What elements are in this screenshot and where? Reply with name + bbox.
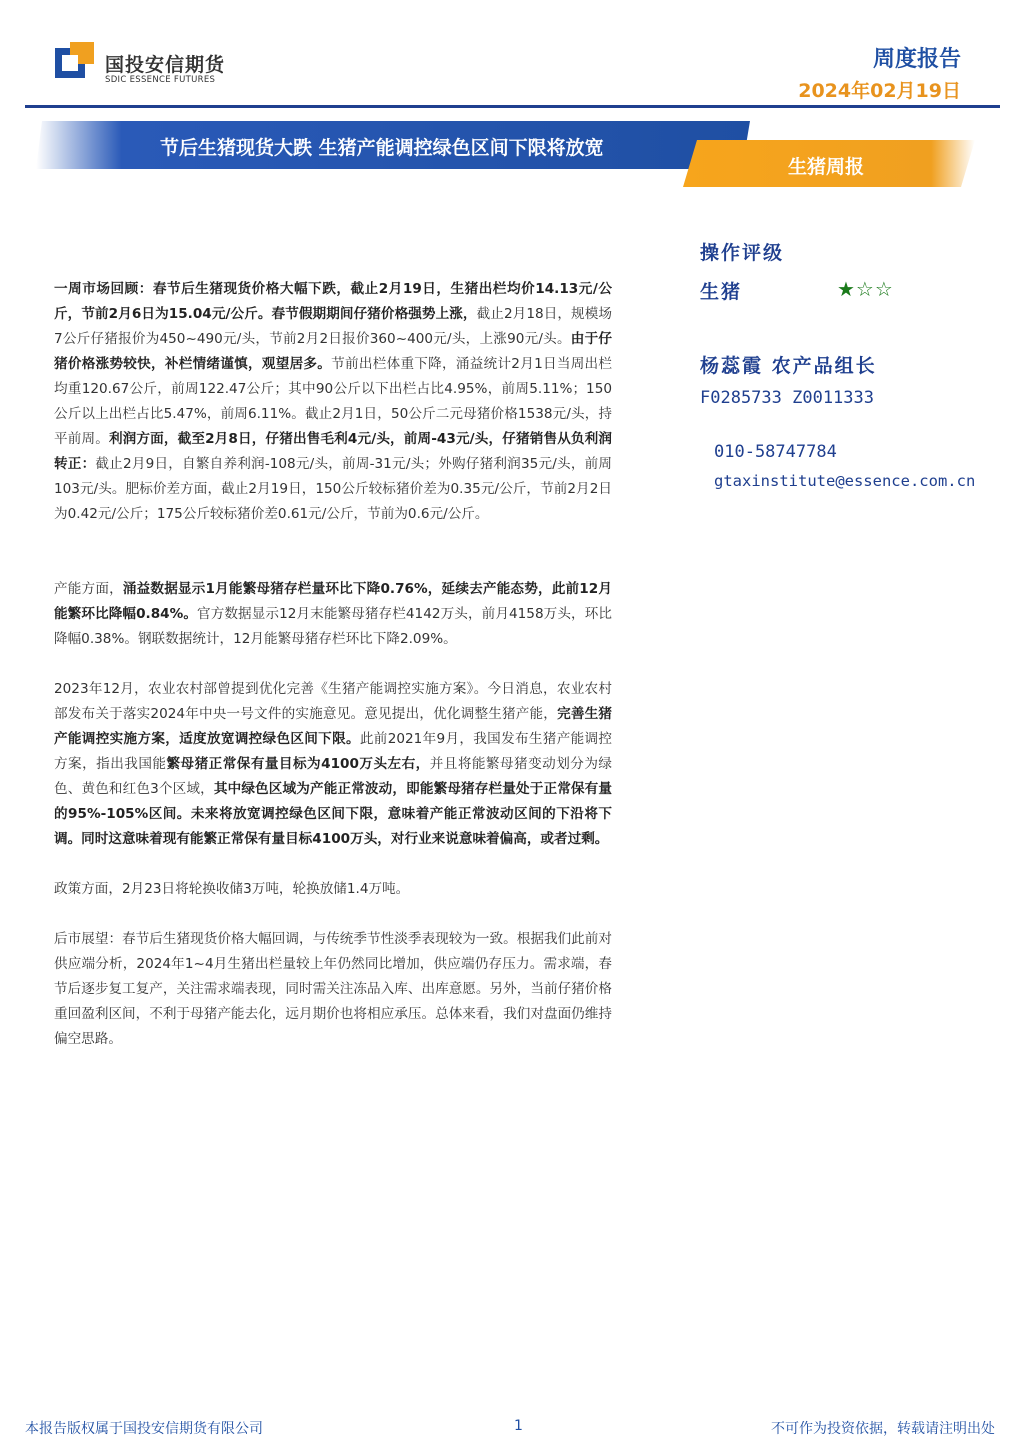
text-bold: 完善生猪产能调控实施方案，适度放宽调控绿色区间下限。 (54, 706, 613, 747)
page-number: 1 (514, 1418, 523, 1434)
contact-phone: 010-58747784 (714, 442, 837, 462)
text-bold: 一周市场回顾：春节后生猪现货价格大幅下跌，截止2月19日，生猪出栏均价14.13元/公斤，节前2月6日为15.04元/公斤。春节假期期间仔猪价格强势上涨， (54, 281, 612, 322)
paragraph-outlook: 后市展望：春节后生猪现货价格大幅回调，与传统季节性淡季表现较为一致。根据我们此前对供应端分析，2024年1~4月生猪出栏量较上年仍然同比增加，供应端仍存压力。需求端，春节后逐步复工复产，关注需求端表现，同时需关注冻品入库、出库意愿。另外，当前仔猪价格重回盈利区间，不利于母猪产能去化，远月期价也将相应承压。总体来看，我们对盘面仍维持偏空思路。 (54, 931, 612, 1047)
text-bold: 涌益数据显示1月能繁母猪存栏量环比下降0.76%，延续去产能态势，此前12月能繁环比降幅0.84%。 (54, 581, 612, 622)
footer-disclaimer: 不可作为投资依据，转载请注明出处 (771, 1421, 995, 1437)
analyst-certificate: F0285733 Z0011333 (700, 388, 874, 408)
text-bold: 利润方面，截至2月8日，仔猪出售毛利4元/头，前周-43元/头，仔猪销售从负利润转正： (54, 431, 612, 472)
paragraph-reserves: 政策方面，2月23日将轮换收储3万吨，轮换放储1.4万吨。 (54, 881, 410, 897)
text-normal: 截止2月18日，规模场7公斤仔猪报价为450~490元/头，节前2月2日报价360~400元/头，上涨90元/头。 (54, 306, 612, 347)
footer-copyright: 本报告版权属于国投安信期货有限公司 (25, 1421, 263, 1437)
text-normal: 截止2月9日，自繁自养利润-108元/头，前周-31元/头；外购仔猪利润35元/头，前周103元/头。肥标价差方面，截止2月19日，150公斤较标猪价差为0.35元/公斤，节前2月2日为0.42元/公斤；175公斤较标猪价差0.61元/公斤，节前为0.6元/公斤。 (54, 456, 613, 522)
paragraph-policy-plan (54, 677, 612, 852)
rating-stars-icon: ★☆☆ (837, 277, 894, 301)
report-tag: 生猪周报 (788, 156, 865, 178)
rating-row (700, 277, 1020, 303)
contact-email[interactable]: gtaxinstitute@essence.com.cn (714, 472, 976, 490)
report-type: 周度报告 (872, 47, 961, 72)
report-title: 节后生猪现货大跌 生猪产能调控绿色区间下限将放宽 (160, 137, 604, 159)
text-bold: 其中绿色区域为产能正常波动，即能繁母猪存栏量处于正常保有量的95%-105%区间。未来将放宽调控绿色区间下限，意味着产能正常波动区间的下沿将下调。同时这意味着现有能繁正常保有量目标4100万头，对行业来说意味着偏高，或者过剩。 (54, 781, 612, 847)
report-body (54, 277, 612, 1052)
rating-label: 操作评级 (700, 242, 785, 264)
paragraph-market-review (54, 277, 612, 527)
text-bold: 繁母猪正常保有量目标为4100万头左右， (166, 756, 430, 772)
logo-english-name: SDIC ESSENCE FUTURES (105, 75, 216, 85)
report-date: 2024年02月19日 (798, 80, 961, 102)
text-normal: 此前2021年9月，我国发布生猪产能调控方案，指出我国能 (54, 731, 613, 772)
analyst-name: 杨蕊霞 农产品组长 (700, 355, 877, 377)
text-bold: 由于仔猪价格涨势较快，补栏情绪谨慎，观望居多。 (54, 331, 612, 372)
text-normal: 节前出栏体重下降，涌益统计2月1日当周出栏均重120.67公斤，前周122.47公斤；其中90公斤以下出栏占比4.95%，前周5.11%；150公斤以上出栏占比5.47%，前周6.11%。截止2月1日，50公斤二元母猪价格1538元/头，持平前周。 (54, 356, 613, 447)
paragraph-capacity (54, 577, 612, 652)
text-normal: 2023年12月，农业农村部曾提到优化完善《生猪产能调控实施方案》。今日消息，农业农村部发布关于落实2024年中央一号文件的实施意见。意见提出，优化调整生猪产能， (54, 681, 612, 722)
logo-chinese-name: 国投安信期货 (105, 54, 226, 76)
company-logo-icon (55, 42, 95, 82)
text-normal: 产能方面， (54, 581, 123, 597)
text-normal: 官方数据显示12月末能繁母猪存栏4142万头，前月4158万头，环比降幅0.38%。钢联数据统计，12月能繁母猪存栏环比下降2.09%。 (54, 606, 612, 647)
sidebar (700, 238, 1020, 490)
commodity-label: 生猪 (700, 281, 743, 303)
company-logo (55, 42, 235, 90)
text-normal: 并且将能繁母猪变动划分为绿色、黄色和红色3个区域， (54, 756, 612, 797)
header-divider (25, 105, 1000, 108)
